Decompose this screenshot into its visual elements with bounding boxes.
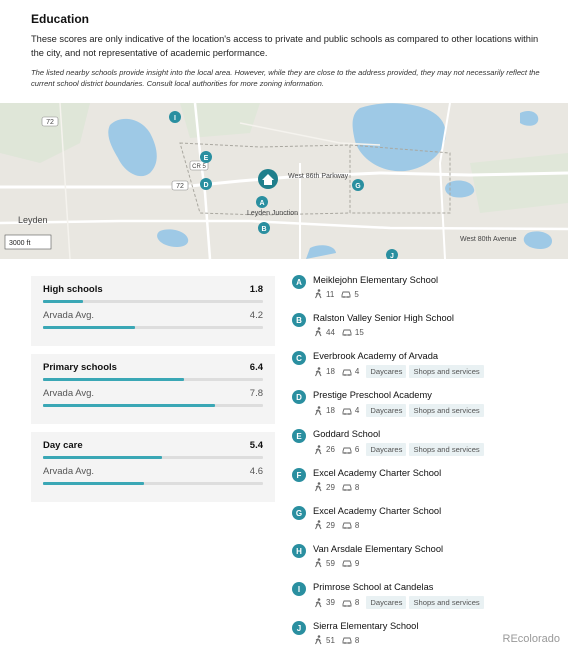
walk-icon — [313, 482, 323, 492]
hwy-72-label-b: 72 — [176, 183, 184, 190]
score-value: 6.4 — [249, 362, 263, 373]
walk-icon — [313, 289, 323, 299]
drive-minutes: 4 — [354, 406, 360, 415]
car-icon — [342, 406, 352, 416]
walk-minutes: 29 — [326, 520, 335, 530]
school-tag: Shops and services — [409, 596, 483, 609]
section-description: These scores are only indicative of the location's access to private and public schools as compared to other locations within the city, and not representative of academic performance. — [31, 34, 539, 58]
walk-icon — [313, 367, 323, 377]
avg-bar — [43, 326, 263, 329]
map-marker-b[interactable] — [258, 222, 270, 234]
avg-label: Arvada Avg. — [43, 310, 95, 321]
school-tag: Daycares — [366, 365, 406, 378]
walk-icon — [313, 635, 323, 645]
school-name[interactable]: Excel Academy Charter School — [313, 468, 442, 478]
drive-minutes: 8 — [354, 520, 360, 530]
leyden-label: Leyden — [18, 215, 48, 225]
walk-minutes: 39 — [326, 598, 335, 607]
score-card-primary-schools — [31, 354, 275, 424]
svg-text:G: G — [355, 183, 361, 190]
leyden-junction-label: Leyden Junction — [247, 210, 298, 217]
map-scale: 3000 ft — [9, 240, 31, 247]
school-marker-badge: I — [292, 582, 306, 596]
score-bar — [43, 456, 263, 459]
school-item[interactable] — [292, 581, 552, 620]
school-name[interactable]: Everbrook Academy of Arvada — [313, 351, 439, 361]
score-label: Day care — [43, 440, 83, 451]
score-cards — [31, 276, 275, 510]
car-icon — [342, 520, 352, 530]
svg-text:J: J — [390, 253, 394, 259]
school-marker-badge: C — [292, 351, 306, 365]
car-icon — [342, 482, 352, 492]
walk-minutes: 44 — [326, 327, 335, 337]
avg-label: Arvada Avg. — [43, 388, 95, 399]
school-item[interactable] — [292, 274, 552, 312]
school-marker-badge: H — [292, 544, 306, 558]
walk-minutes: 51 — [326, 635, 335, 645]
school-marker-badge: A — [292, 275, 306, 289]
car-icon — [342, 367, 352, 377]
school-item[interactable] — [292, 428, 552, 467]
walk-minutes: 18 — [326, 406, 335, 415]
hwy-72-label-a: 72 — [46, 119, 54, 126]
school-marker-badge: B — [292, 313, 306, 327]
cr5-label: CR 5 — [192, 164, 206, 170]
walk-minutes: 18 — [326, 367, 335, 376]
road-86-label: West 86th Parkway — [288, 173, 349, 180]
school-marker-badge: E — [292, 429, 306, 443]
school-item[interactable] — [292, 389, 552, 428]
school-name[interactable]: Goddard School — [313, 429, 381, 439]
drive-minutes: 4 — [354, 367, 360, 376]
score-card-high-schools — [31, 276, 275, 346]
school-item[interactable] — [292, 505, 552, 543]
walk-icon — [313, 327, 323, 337]
brand-logo: REcolorado — [502, 633, 560, 645]
avg-value: 4.6 — [249, 466, 263, 477]
map-marker-g[interactable] — [352, 179, 364, 191]
avg-label: Arvada Avg. — [43, 466, 95, 477]
drive-minutes: 8 — [354, 482, 360, 492]
school-item[interactable] — [292, 312, 552, 350]
score-label: High schools — [43, 284, 103, 295]
school-item[interactable] — [292, 350, 552, 389]
map-marker-e[interactable] — [200, 151, 212, 163]
map-marker-d[interactable] — [200, 178, 212, 190]
avg-bar — [43, 482, 263, 485]
map-marker-i[interactable] — [169, 111, 181, 123]
map-canvas — [0, 103, 568, 259]
car-icon — [342, 327, 352, 337]
walk-icon — [313, 558, 323, 568]
education-header — [31, 12, 546, 89]
school-tag: Shops and services — [409, 365, 483, 378]
walk-minutes: 29 — [326, 482, 335, 492]
svg-text:I: I — [174, 115, 176, 122]
score-bar — [43, 378, 263, 381]
school-name[interactable]: Sierra Elementary School — [313, 621, 419, 631]
car-icon — [342, 635, 352, 645]
road-80-label: West 80th Avenue — [460, 236, 517, 243]
drive-minutes: 15 — [354, 327, 364, 337]
map-marker-a[interactable] — [256, 196, 268, 208]
school-name[interactable]: Primrose School at Candelas — [313, 582, 434, 592]
score-label: Primary schools — [43, 362, 117, 373]
car-icon — [341, 289, 351, 299]
drive-minutes: 6 — [354, 445, 360, 454]
home-marker-icon[interactable] — [258, 169, 278, 189]
school-tag: Shops and services — [409, 404, 483, 417]
svg-text:A: A — [259, 200, 265, 207]
school-marker-badge: G — [292, 506, 306, 520]
walk-minutes: 11 — [326, 289, 335, 299]
school-name[interactable]: Ralston Valley Senior High School — [313, 313, 454, 323]
school-marker-badge: F — [292, 468, 306, 482]
svg-text:D: D — [203, 182, 209, 189]
school-tag: Daycares — [366, 404, 406, 417]
school-tag: Shops and services — [409, 443, 483, 456]
school-name[interactable]: Van Arsdale Elementary School — [313, 544, 444, 554]
score-bar — [43, 300, 263, 303]
svg-text:E: E — [203, 155, 209, 162]
avg-bar — [43, 404, 263, 407]
walk-icon — [313, 406, 323, 416]
drive-minutes: 8 — [354, 635, 360, 645]
school-marker-badge: D — [292, 390, 306, 404]
school-item[interactable] — [292, 543, 552, 581]
avg-value: 4.2 — [249, 310, 263, 321]
school-name[interactable]: Meiklejohn Elementary School — [313, 275, 439, 285]
school-marker-badge: J — [292, 621, 306, 635]
score-value: 1.8 — [249, 284, 263, 295]
schools-map[interactable] — [0, 103, 568, 259]
walk-icon — [313, 598, 323, 608]
section-title: Education — [31, 12, 90, 26]
car-icon — [342, 445, 352, 455]
drive-minutes: 5 — [354, 289, 359, 299]
avg-value: 7.8 — [249, 388, 263, 399]
school-tag: Daycares — [366, 596, 406, 609]
school-tag: Daycares — [366, 443, 406, 456]
disclaimer-text: The listed nearby schools provide insight into the local area. However, while they are close to the address provided, they may not necessarily reflect the current school district boundaries. Consult local authorities for more zoning information. — [31, 68, 540, 88]
walk-icon — [313, 520, 323, 530]
school-name[interactable]: Excel Academy Charter School — [313, 506, 442, 516]
walk-minutes: 59 — [326, 558, 335, 568]
school-list — [292, 274, 552, 653]
score-value: 5.4 — [249, 440, 263, 451]
walk-icon — [313, 445, 323, 455]
school-name[interactable]: Prestige Preschool Academy — [313, 390, 432, 400]
drive-minutes: 9 — [354, 558, 360, 568]
drive-minutes: 8 — [354, 598, 360, 607]
car-icon — [342, 558, 352, 568]
walk-minutes: 26 — [326, 445, 335, 454]
score-card-day-care — [31, 432, 275, 502]
svg-text:B: B — [261, 226, 267, 233]
school-item[interactable] — [292, 467, 552, 505]
car-icon — [342, 598, 352, 608]
